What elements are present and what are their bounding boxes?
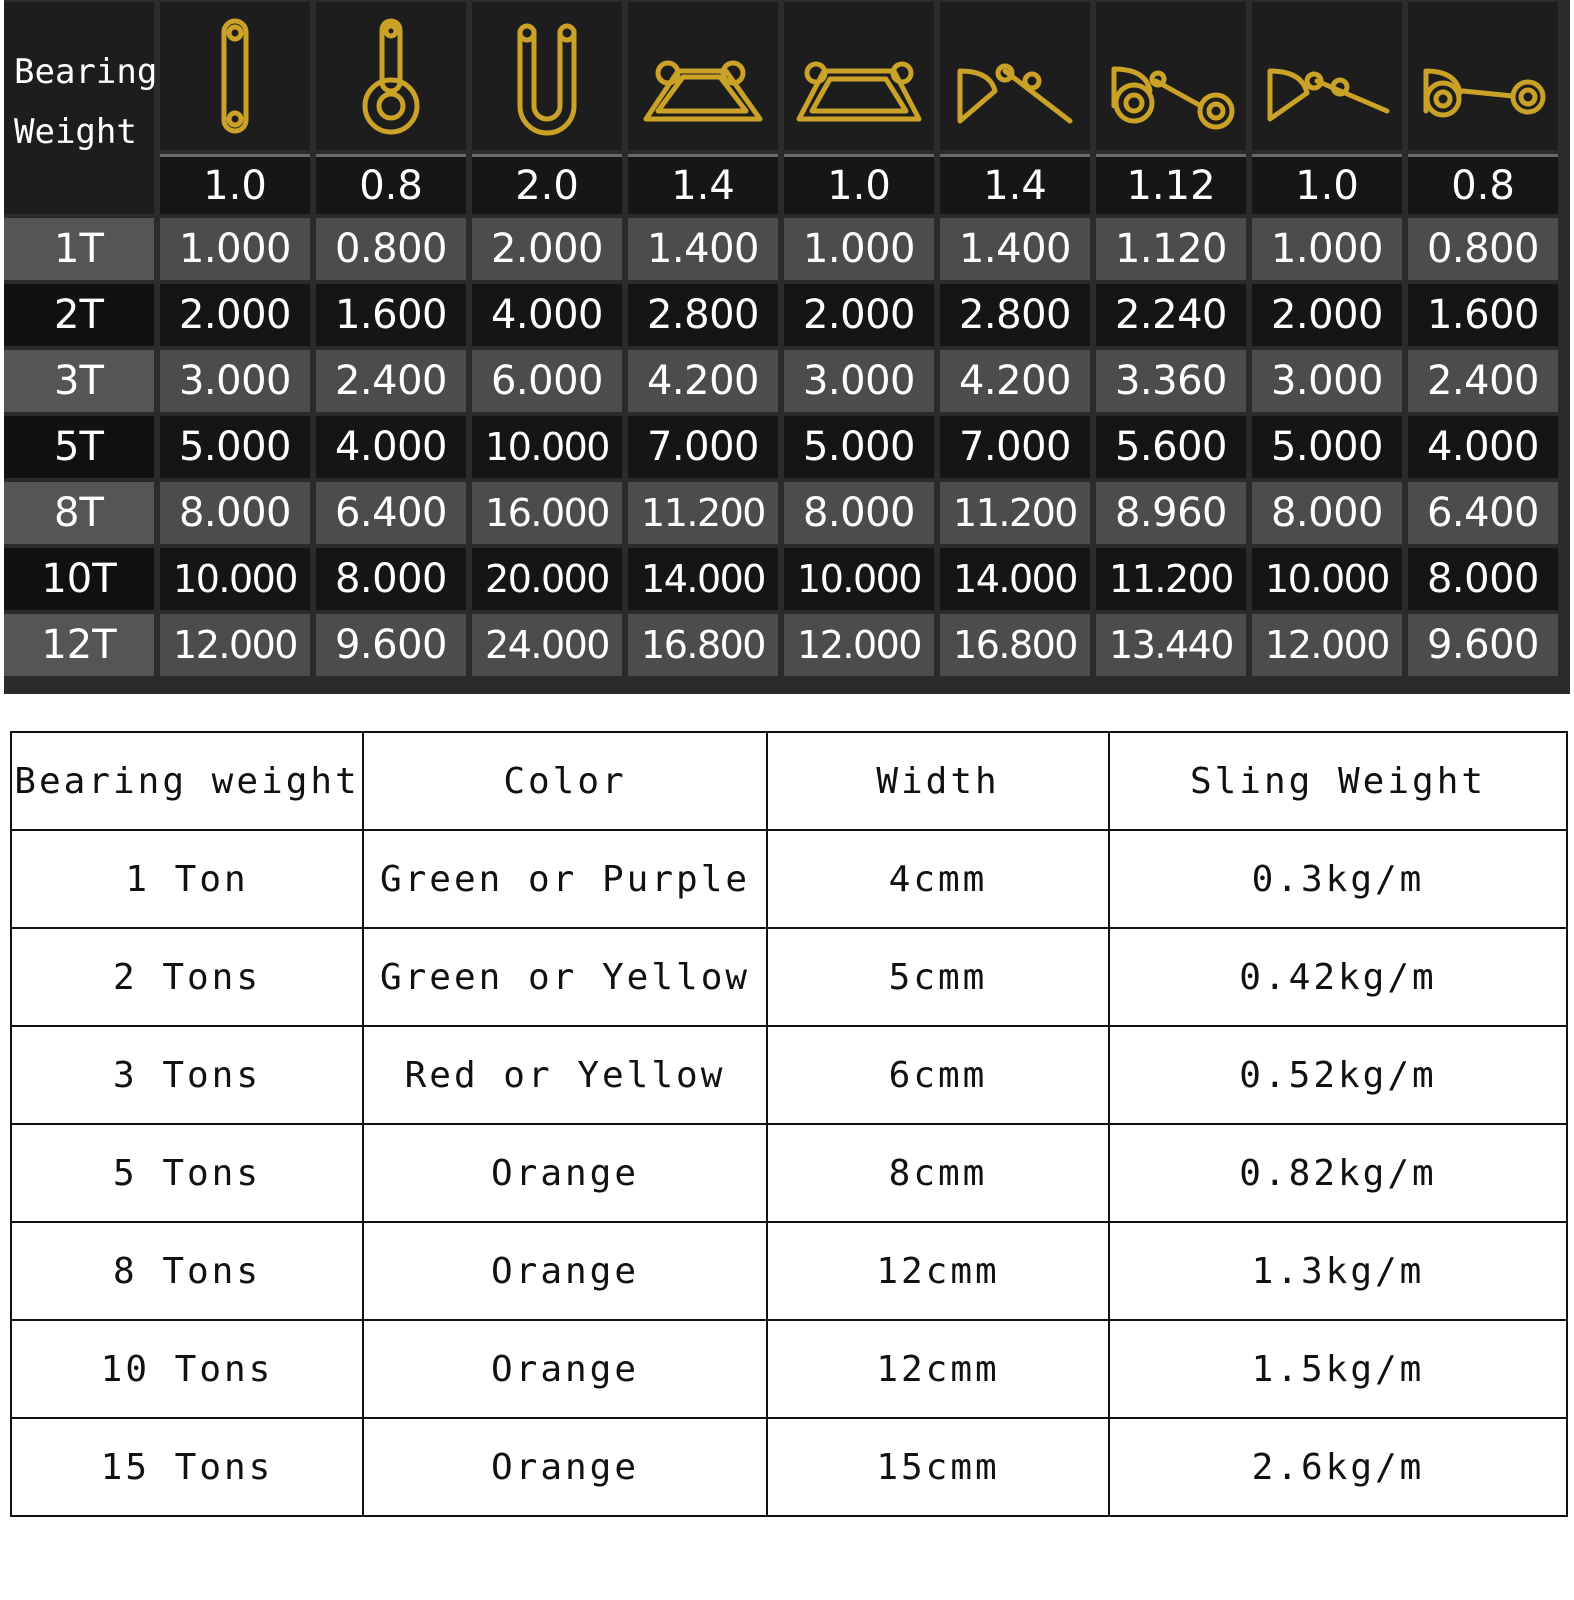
load-factor: 0.8 xyxy=(1408,154,1558,214)
spec-width: 8cmm xyxy=(767,1124,1109,1222)
spec-bearing-weight: 2 Tons xyxy=(11,928,363,1026)
basket-sling-icon xyxy=(472,2,622,150)
capacity-value: 2.000 xyxy=(1252,284,1402,346)
capacity-value: 9.600 xyxy=(1408,614,1558,676)
spec-bearing-weight: 8 Tons xyxy=(11,1222,363,1320)
capacity-value: 1.400 xyxy=(628,218,778,280)
capacity-value: 9.600 xyxy=(316,614,466,676)
spec-row xyxy=(11,1124,1567,1222)
spec-color: Orange xyxy=(363,1418,767,1516)
spec-bearing-weight: 10 Tons xyxy=(11,1320,363,1418)
capacity-value: 20.000 xyxy=(472,548,622,610)
capacity-value: 1.600 xyxy=(316,284,466,346)
spec-row xyxy=(11,928,1567,1026)
capacity-value: 8.960 xyxy=(1096,482,1246,544)
capacity-value: 7.000 xyxy=(940,416,1090,478)
capacity-value: 2.800 xyxy=(628,284,778,346)
capacity-value: 3.000 xyxy=(160,350,310,412)
spec-row xyxy=(11,1222,1567,1320)
capacity-value: 4.000 xyxy=(472,284,622,346)
capacity-row-label: 3T xyxy=(4,350,154,412)
capacity-value: 3.000 xyxy=(784,350,934,412)
capacity-value: 3.360 xyxy=(1096,350,1246,412)
spec-color: Orange xyxy=(363,1320,767,1418)
capacity-value: 11.200 xyxy=(1096,548,1246,610)
capacity-row-label: 12T xyxy=(4,614,154,676)
capacity-value: 6.400 xyxy=(1408,482,1558,544)
capacity-value: 6.000 xyxy=(472,350,622,412)
spec-bearing-weight: 15 Tons xyxy=(11,1418,363,1516)
choker-two-leg-45-degree-sling-icon xyxy=(1096,2,1246,150)
load-factor: 1.0 xyxy=(784,154,934,214)
choker-two-leg-60-degree-sling-icon xyxy=(1408,2,1558,150)
capacity-value: 5.600 xyxy=(1096,416,1246,478)
capacity-value: 12.000 xyxy=(1252,614,1402,676)
capacity-value: 12.000 xyxy=(160,614,310,676)
capacity-value: 24.000 xyxy=(472,614,622,676)
spec-header-width: Width xyxy=(767,732,1109,830)
capacity-value: 1.600 xyxy=(1408,284,1558,346)
sling-spec-table xyxy=(10,731,1568,1517)
spec-row xyxy=(11,1418,1567,1516)
choker-sling-icon xyxy=(316,2,466,150)
load-factor: 0.8 xyxy=(316,154,466,214)
spec-header-row xyxy=(11,732,1567,830)
capacity-row-label: 8T xyxy=(4,482,154,544)
capacity-value: 2.240 xyxy=(1096,284,1246,346)
capacity-value: 8.000 xyxy=(316,548,466,610)
spec-width: 5cmm xyxy=(767,928,1109,1026)
capacity-value: 4.200 xyxy=(628,350,778,412)
spec-row xyxy=(11,1320,1567,1418)
load-factor: 1.0 xyxy=(1252,154,1402,214)
capacity-value: 5.000 xyxy=(784,416,934,478)
spec-width: 12cmm xyxy=(767,1222,1109,1320)
two-leg-60-degree-sling-icon xyxy=(1252,2,1402,150)
capacity-value: 14.000 xyxy=(628,548,778,610)
capacity-value: 2.000 xyxy=(472,218,622,280)
spec-sling-weight: 0.82kg/m xyxy=(1109,1124,1567,1222)
capacity-value: 16.800 xyxy=(940,614,1090,676)
capacity-value: 10.000 xyxy=(1252,548,1402,610)
capacity-value: 8.000 xyxy=(1408,548,1558,610)
capacity-value: 0.800 xyxy=(316,218,466,280)
capacity-value: 7.000 xyxy=(628,416,778,478)
capacity-value: 4.000 xyxy=(316,416,466,478)
capacity-value: 10.000 xyxy=(472,416,622,478)
spec-sling-weight: 0.52kg/m xyxy=(1109,1026,1567,1124)
basket-45-degree-sling-icon xyxy=(628,2,778,150)
spec-width: 15cmm xyxy=(767,1418,1109,1516)
header-label-line1: Bearing xyxy=(14,52,158,92)
capacity-value: 6.400 xyxy=(316,482,466,544)
vertical-sling-icon xyxy=(160,2,310,150)
capacity-value: 8.000 xyxy=(1252,482,1402,544)
header-label-line2: Weight xyxy=(14,112,137,152)
load-factor: 2.0 xyxy=(472,154,622,214)
capacity-value: 13.440 xyxy=(1096,614,1246,676)
load-capacity-grid xyxy=(4,2,1564,676)
load-factor: 1.0 xyxy=(160,154,310,214)
capacity-value: 8.000 xyxy=(784,482,934,544)
load-factor: 1.12 xyxy=(1096,154,1246,214)
spec-bearing-weight: 5 Tons xyxy=(11,1124,363,1222)
spec-color: Green or Yellow xyxy=(363,928,767,1026)
spec-sling-weight: 0.42kg/m xyxy=(1109,928,1567,1026)
capacity-value: 10.000 xyxy=(160,548,310,610)
capacity-value: 2.400 xyxy=(1408,350,1558,412)
spec-width: 4cmm xyxy=(767,830,1109,928)
capacity-value: 1.120 xyxy=(1096,218,1246,280)
two-leg-45-degree-sling-icon xyxy=(940,2,1090,150)
capacity-value: 4.200 xyxy=(940,350,1090,412)
capacity-row-label: 2T xyxy=(4,284,154,346)
spec-color: Green or Purple xyxy=(363,830,767,928)
spec-header-color: Color xyxy=(363,732,767,830)
capacity-value: 11.200 xyxy=(940,482,1090,544)
bearing-weight-header xyxy=(4,2,158,214)
spec-width: 12cmm xyxy=(767,1320,1109,1418)
spec-color: Orange xyxy=(363,1124,767,1222)
capacity-value: 1.000 xyxy=(784,218,934,280)
capacity-value: 5.000 xyxy=(1252,416,1402,478)
spec-sling-weight: 0.3kg/m xyxy=(1109,830,1567,928)
capacity-value: 11.200 xyxy=(628,482,778,544)
capacity-value: 1.000 xyxy=(1252,218,1402,280)
capacity-row-label: 10T xyxy=(4,548,154,610)
basket-60-degree-sling-icon xyxy=(784,2,934,150)
load-factor: 1.4 xyxy=(940,154,1090,214)
capacity-value: 0.800 xyxy=(1408,218,1558,280)
capacity-value: 2.800 xyxy=(940,284,1090,346)
spec-color: Red or Yellow xyxy=(363,1026,767,1124)
spec-sling-weight: 2.6kg/m xyxy=(1109,1418,1567,1516)
capacity-value: 14.000 xyxy=(940,548,1090,610)
capacity-value: 16.800 xyxy=(628,614,778,676)
capacity-row-label: 1T xyxy=(4,218,154,280)
capacity-value: 2.400 xyxy=(316,350,466,412)
spec-sling-weight: 1.5kg/m xyxy=(1109,1320,1567,1418)
capacity-value: 1.000 xyxy=(160,218,310,280)
spec-width: 6cmm xyxy=(767,1026,1109,1124)
capacity-value: 2.000 xyxy=(784,284,934,346)
spec-sling-weight: 1.3kg/m xyxy=(1109,1222,1567,1320)
spec-color: Orange xyxy=(363,1222,767,1320)
load-capacity-table xyxy=(4,0,1570,694)
spec-row xyxy=(11,1026,1567,1124)
spec-bearing-weight: 3 Tons xyxy=(11,1026,363,1124)
load-factor: 1.4 xyxy=(628,154,778,214)
capacity-value: 10.000 xyxy=(784,548,934,610)
capacity-value: 8.000 xyxy=(160,482,310,544)
capacity-value: 16.000 xyxy=(472,482,622,544)
spec-row xyxy=(11,830,1567,928)
capacity-value: 2.000 xyxy=(160,284,310,346)
capacity-value: 4.000 xyxy=(1408,416,1558,478)
capacity-value: 3.000 xyxy=(1252,350,1402,412)
spec-header-bearing-weight: Bearing weight xyxy=(11,732,363,830)
capacity-value: 5.000 xyxy=(160,416,310,478)
capacity-row-label: 5T xyxy=(4,416,154,478)
spec-header-sling-weight: Sling Weight xyxy=(1109,732,1567,830)
spec-bearing-weight: 1 Ton xyxy=(11,830,363,928)
capacity-value: 12.000 xyxy=(784,614,934,676)
capacity-value: 1.400 xyxy=(940,218,1090,280)
